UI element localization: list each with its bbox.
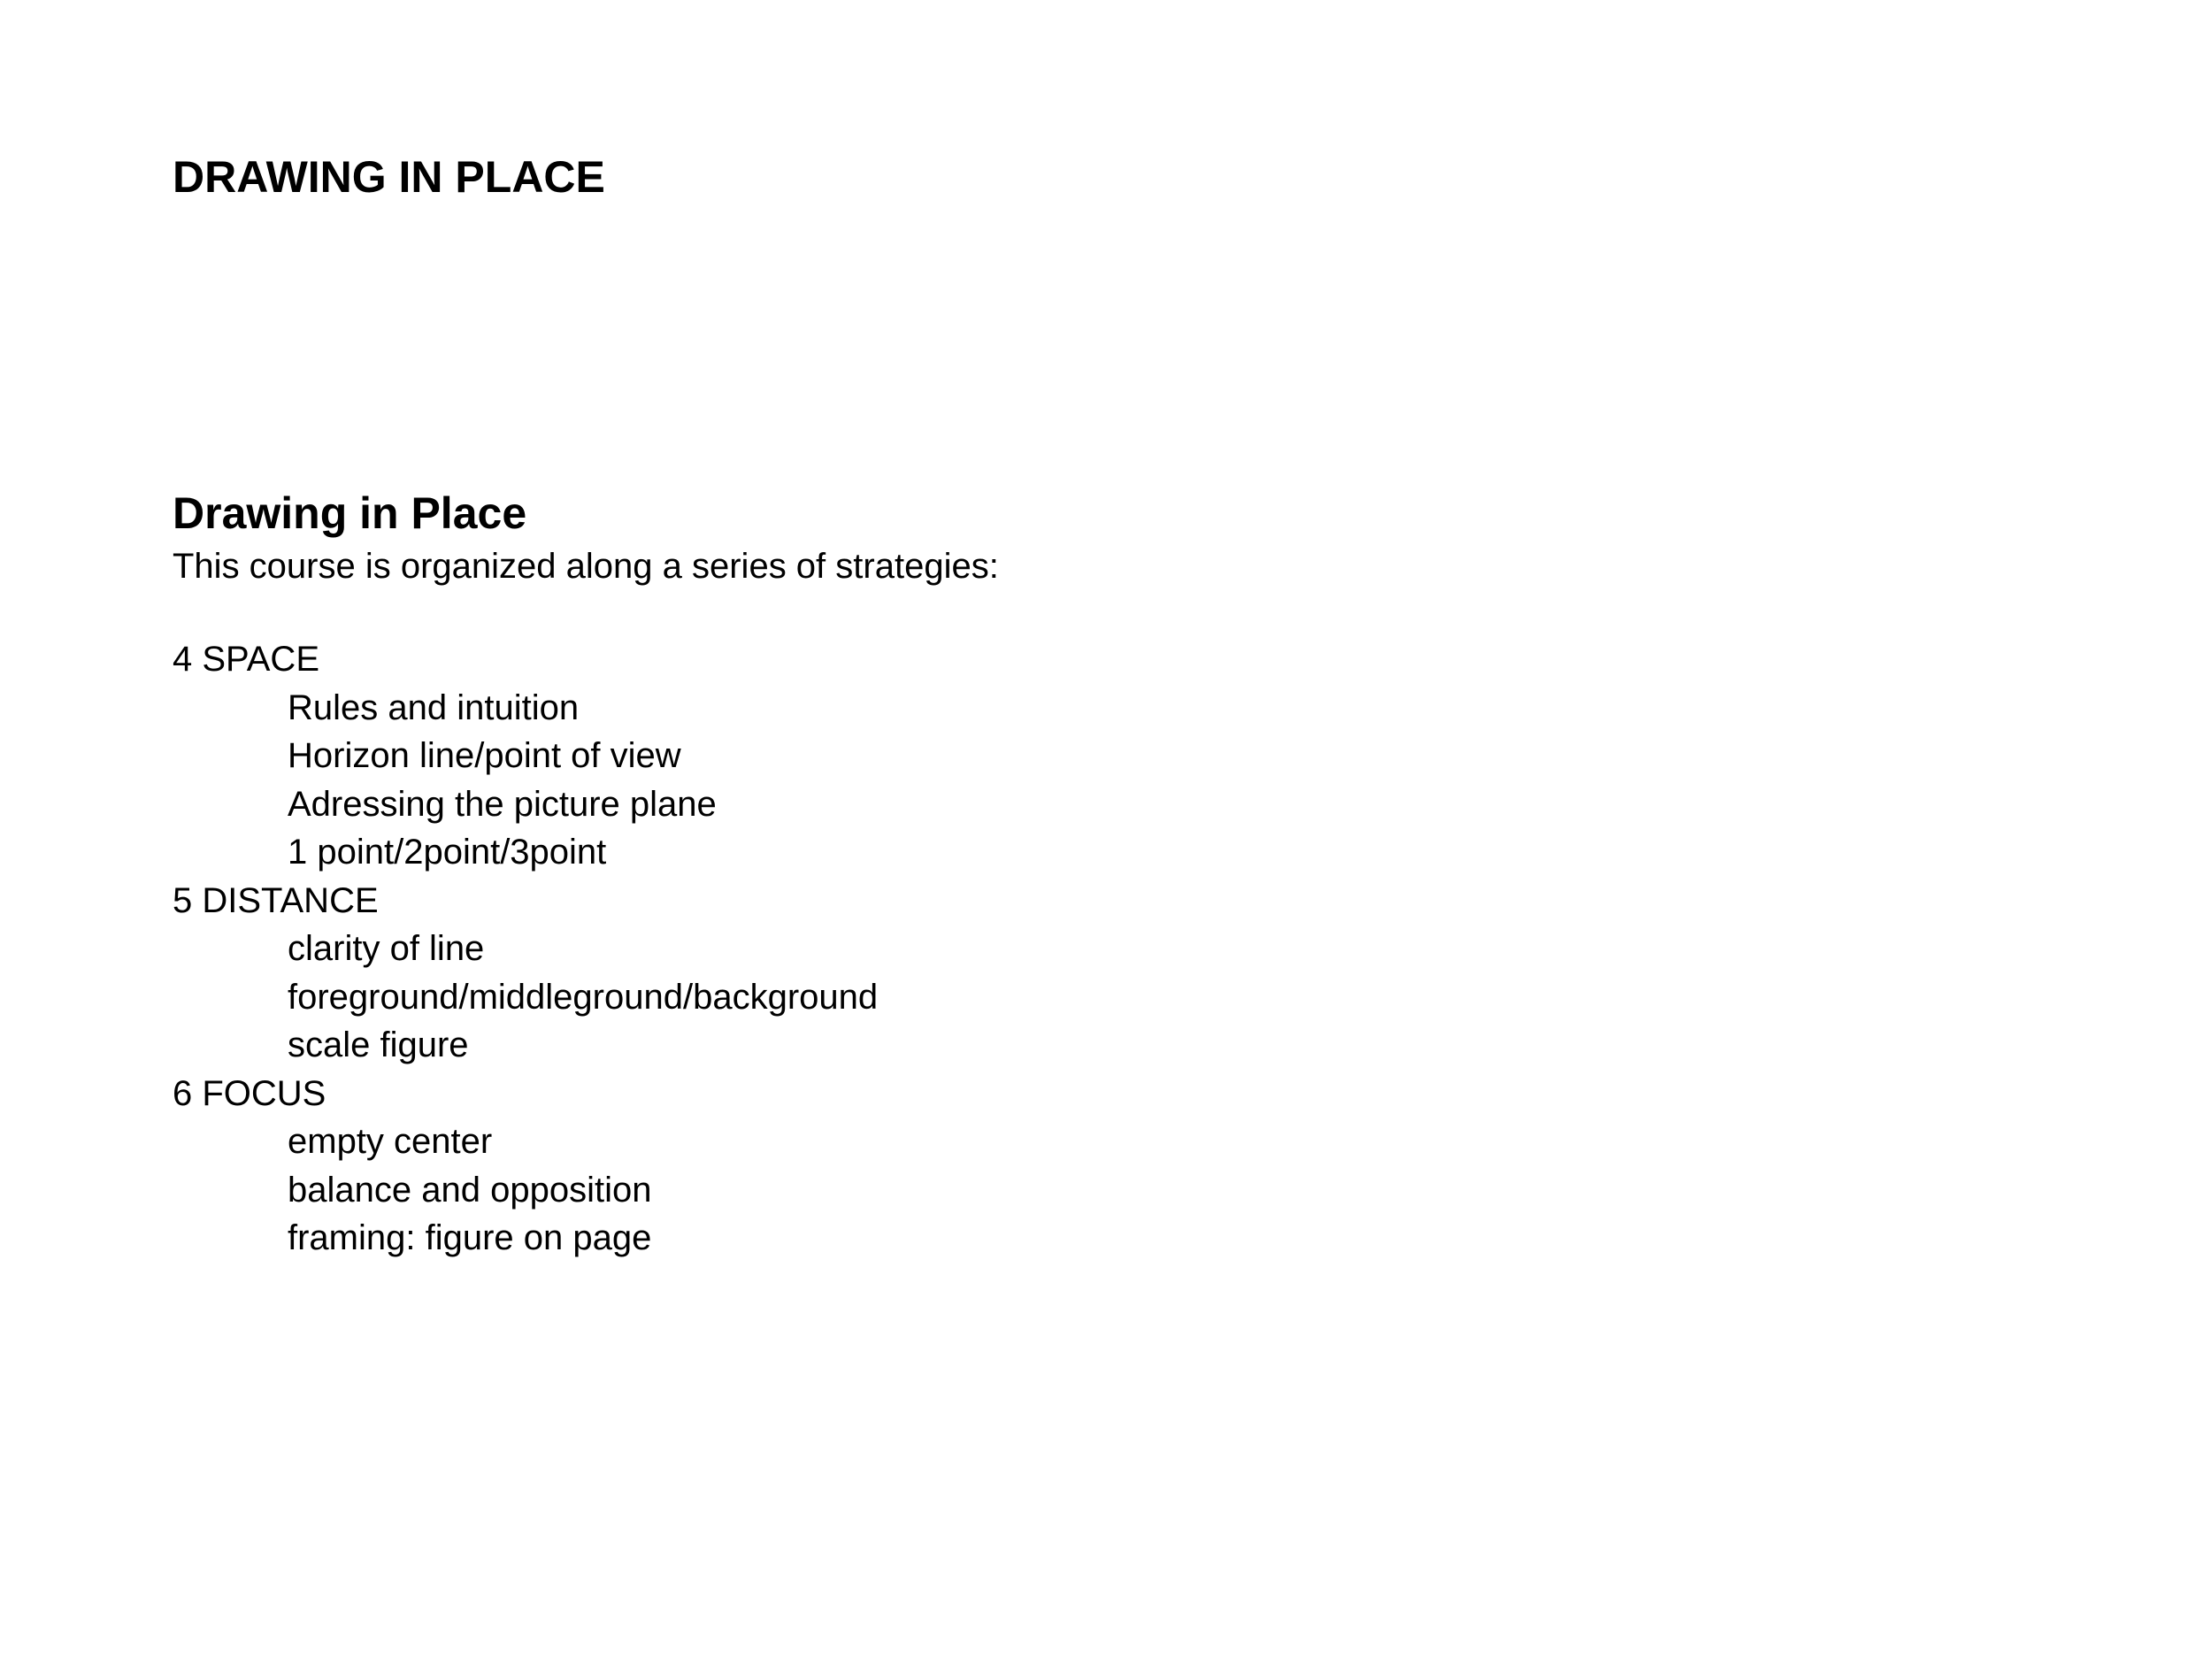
strategy-title: 5 DISTANCE	[173, 880, 379, 920]
topic-item: Horizon line/point of view	[288, 736, 681, 775]
strategy-space	[173, 635, 1854, 877]
strategy-focus	[173, 1070, 1854, 1263]
strategy-distance	[173, 877, 1854, 1070]
strategy-title: 6 FOCUS	[173, 1073, 326, 1113]
strategy-title: 4 SPACE	[173, 640, 319, 679]
page-title: DRAWING IN PLACE	[173, 152, 605, 202]
section-heading: Drawing in Place	[173, 488, 527, 538]
topic-item: Adressing the picture plane	[288, 784, 717, 824]
course-outline	[173, 485, 1854, 1263]
intro-text: This course is organized along a series of strategies:	[173, 547, 999, 586]
topic-item: scale figure	[288, 1025, 469, 1064]
topic-item: 1 point/2point/3point	[288, 833, 607, 872]
topic-list	[173, 684, 1854, 877]
topic-item: foreground/middleground/background	[288, 977, 879, 1017]
strategy-list	[173, 635, 1854, 1263]
topic-item: Rules and intuition	[288, 687, 580, 727]
topic-item: empty center	[288, 1122, 493, 1161]
topic-item: clarity of line	[288, 929, 485, 968]
topic-item: balance and opposition	[288, 1170, 652, 1210]
topic-list	[173, 925, 1854, 1070]
topic-list	[173, 1118, 1854, 1263]
topic-item: framing: figure on page	[288, 1218, 652, 1257]
